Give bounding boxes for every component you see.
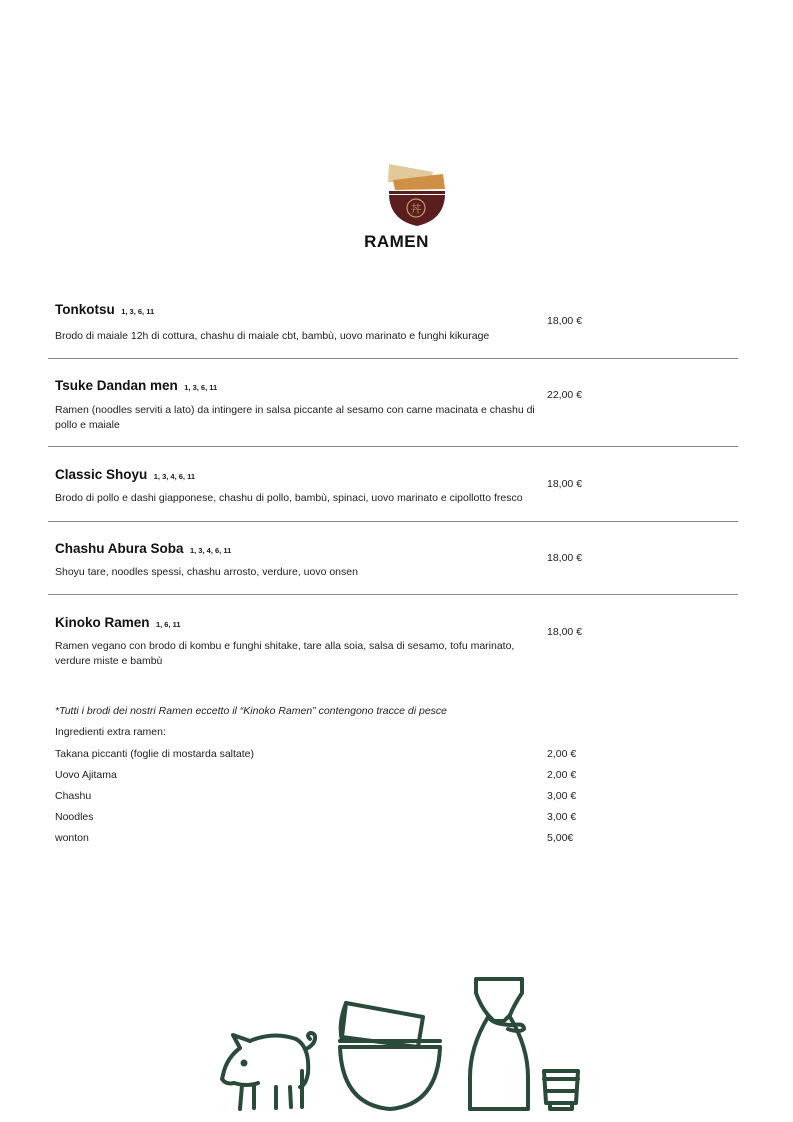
menu-item-tsuke-dandan-men [55,377,738,431]
extra-price: 2,00 € [547,748,577,760]
extra-price: 3,00 € [547,790,577,802]
extra-price: 2,00 € [547,769,577,781]
menu-item-classic-shoyu [55,466,738,504]
item-name: Chashu Abura Soba [55,541,184,556]
extras-heading: Ingredienti extra ramen: [55,726,166,738]
item-allergens: 1, 3, 6, 11 [121,307,155,316]
extra-name: wonton [55,832,89,844]
item-description: Brodo di pollo e dashi giapponese, chashu di pollo, bambù, spinaci, uovo marinato e cipollotto fresco [55,492,523,504]
divider [48,358,738,359]
item-description: Shoyu tare, noodles spessi, chashu arrosto, verdure, uovo onsen [55,566,358,578]
item-description: Ramen vegano con brodo di kombu e funghi shitake, tare alla soia, salsa di sesamo, tofu marinato, verdure miste e bambù [55,640,515,667]
item-allergens: 1, 3, 4, 6, 11 [189,546,232,555]
sake-bottle-icon [470,979,528,1109]
extra-name: Takana piccanti (foglie di mostarda saltate) [55,748,255,760]
item-name: Kinoko Ramen [55,615,150,630]
sake-cup-icon [544,1071,578,1109]
divider [48,446,738,447]
item-price: 18,00 € [547,552,583,564]
menu-item-kinoko-ramen [55,614,738,667]
item-allergens: 1, 3, 4, 6, 11 [153,472,196,481]
menu-item-chashu-abura-soba [55,540,738,578]
item-description: Ramen (noodles serviti a lato) da intingere in salsa piccante al sesamo con carne macinata e chashu di pollo e maiale [55,404,535,431]
extra-item [55,748,655,760]
fish-traces-note: *Tutti i brodi dei nostri Ramen eccetto il “Kinoko Ramen” contengono tracce di pesce [55,705,448,717]
pig-icon [222,1033,315,1109]
item-description: Brodo di maiale 12h di cottura, chashu di maiale cbt, bambù, uovo marinato e funghi kikurage [55,330,490,342]
divider [48,594,738,595]
extra-name: Uovo Ajitama [55,769,117,781]
item-name: Classic Shoyu [55,467,148,482]
extra-name: Noodles [55,811,94,823]
item-price: 18,00 € [547,626,583,638]
extra-name: Chashu [55,790,92,802]
divider [48,521,738,522]
extra-price: 3,00 € [547,811,577,823]
item-allergens: 1, 3, 6, 11 [184,383,218,392]
extra-item [55,790,655,802]
item-name: Tsuke Dandan men [55,378,178,393]
ramen-bowl-logo [385,162,447,230]
footer-illustration [218,975,583,1115]
item-price: 18,00 € [547,315,583,327]
extra-price: 5,00€ [547,832,574,844]
item-price: 18,00 € [547,478,583,490]
extra-item [55,832,655,844]
item-allergens: 1, 6, 11 [155,620,181,629]
item-price: 22,00 € [547,389,583,401]
section-title: RAMEN [364,232,429,251]
bowl-kanji: 丼 [410,202,422,216]
item-name: Tonkotsu [55,302,115,317]
extra-item [55,769,655,781]
menu-item-tonkotsu [55,301,738,342]
stacked-bowls-icon [340,1003,440,1109]
extra-item [55,811,655,823]
